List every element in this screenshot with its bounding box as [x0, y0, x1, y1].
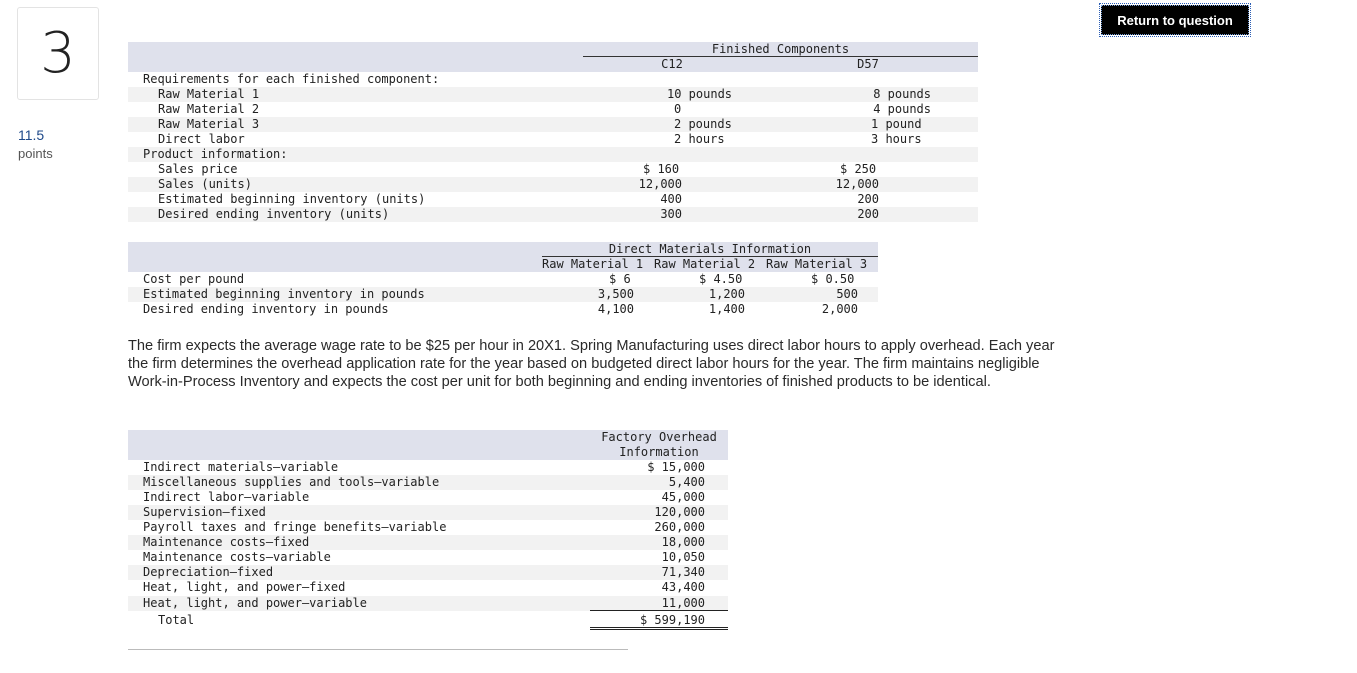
rm1-value: $ 6: [609, 272, 631, 286]
row-label: Sales price: [158, 162, 238, 176]
table-row: [128, 117, 978, 132]
direct-materials-table: [128, 242, 878, 322]
table-row: [128, 580, 728, 595]
table-row: [128, 505, 728, 520]
table-row: [128, 596, 728, 611]
c12-value: 2 pounds: [674, 117, 732, 131]
row-label: Raw Material 3: [158, 117, 260, 131]
overhead-header-line1: Factory Overhead: [601, 430, 717, 444]
column-d57: D57: [857, 57, 879, 71]
row-label: Raw Material 2: [158, 102, 260, 116]
rm3-value: 500: [836, 287, 858, 301]
table-row: [128, 550, 728, 565]
column-raw-material-2: Raw Material 2: [654, 257, 756, 271]
column-raw-material-1: Raw Material 1: [542, 257, 644, 271]
d57-value: $ 250: [840, 162, 877, 176]
table-row: [128, 565, 728, 580]
row-label: Direct labor: [158, 132, 245, 146]
row-label: Heat, light, and power—variable: [143, 596, 367, 610]
overhead-header-line2: Information: [619, 445, 699, 459]
d57-value: 8 pounds: [873, 87, 931, 101]
row-value: 45,000: [661, 490, 705, 504]
row-label: Desired ending inventory (units): [158, 207, 390, 221]
d57-value: 200: [857, 192, 879, 206]
rm3-value: $ 0.50: [811, 272, 855, 286]
column-raw-material-3: Raw Material 3: [766, 257, 868, 271]
total-label: Total: [158, 613, 195, 627]
table-row: [128, 520, 728, 535]
bottom-divider: [128, 649, 628, 650]
row-label: Maintenance costs—variable: [143, 550, 331, 564]
components-group-header: Finished Components: [711, 42, 850, 56]
row-label: Supervision—fixed: [143, 505, 266, 519]
row-value: 71,340: [661, 565, 705, 579]
c12-value: 400: [660, 192, 682, 206]
row-value: 260,000: [654, 520, 705, 534]
materials-group-header: Direct Materials Information: [608, 242, 812, 256]
row-label: Indirect labor—variable: [143, 490, 310, 504]
question-number-box: [17, 7, 99, 100]
row-label: Miscellaneous supplies and tools—variable: [143, 475, 440, 489]
d57-value: 3 hours: [871, 132, 922, 146]
problem-paragraph: The firm expects the average wage rate to be $25 per hour in 20X1. Spring Manufacturing uses direct labor hours to apply overhead. Each year the firm determines the overhead application rate for the year based on budgeted direct labor hours for the year. The firm maintains negligible Work-in-Process Inventory and expects the cost per unit for both beginning and ending inventories of finished products to be identical.: [128, 338, 1055, 390]
rm2-value: 1,200: [708, 287, 745, 301]
overhead-header: [128, 430, 728, 460]
table-row: [128, 162, 978, 177]
c12-value: 10 pounds: [667, 87, 733, 101]
d57-value: 1 pound: [871, 117, 922, 131]
materials-header: [128, 242, 878, 272]
row-value: 18,000: [661, 535, 705, 549]
points-label: points: [18, 146, 53, 161]
rm1-value: 4,100: [597, 302, 634, 316]
finished-components-table: [128, 42, 978, 222]
row-value: 10,050: [661, 550, 705, 564]
table-row: [128, 192, 978, 207]
question-number: 3: [40, 21, 76, 86]
components-header: [128, 42, 978, 72]
subtotal-rule: [590, 610, 728, 611]
table-row: [128, 272, 878, 287]
rm2-value: 1,400: [708, 302, 745, 316]
table-row: [128, 535, 728, 550]
row-label: Desired ending inventory in pounds: [143, 302, 389, 316]
table-row: [128, 207, 978, 222]
c12-value: 12,000: [638, 177, 682, 191]
factory-overhead-table: [128, 430, 728, 630]
table-row: [128, 102, 978, 117]
row-label: Depreciation—fixed: [143, 565, 274, 579]
rm1-value: 3,500: [597, 287, 634, 301]
row-value: $ 15,000: [647, 460, 705, 474]
d57-value: 12,000: [835, 177, 879, 191]
section-requirements: [128, 72, 978, 87]
section-label: Requirements for each finished component:: [143, 72, 440, 86]
points-value: 11.5: [18, 127, 45, 143]
column-c12: C12: [661, 57, 683, 71]
total-value: $ 599,190: [639, 613, 705, 627]
d57-value: 200: [857, 207, 879, 221]
d57-value: 4 pounds: [873, 102, 931, 116]
row-value: 5,400: [668, 475, 705, 489]
table-row: [128, 490, 728, 505]
row-label: Estimated beginning inventory in pounds: [143, 287, 425, 301]
table-row: [128, 87, 978, 102]
c12-value: $ 160: [643, 162, 680, 176]
row-value: 11,000: [661, 596, 705, 610]
total-double-rule: [590, 627, 728, 630]
table-row: [128, 302, 878, 317]
rm3-value: 2,000: [821, 302, 858, 316]
row-label: Maintenance costs—fixed: [143, 535, 310, 549]
table-row: [128, 475, 728, 490]
c12-value: 2 hours: [674, 132, 725, 146]
row-label: Estimated beginning inventory (units): [158, 192, 426, 206]
row-label: Indirect materials—variable: [143, 460, 339, 474]
row-label: Payroll taxes and fringe benefits—variable: [143, 520, 447, 534]
c12-value: 300: [660, 207, 682, 221]
section-label: Product information:: [143, 147, 288, 161]
table-row: [128, 460, 728, 475]
row-label: Heat, light, and power—fixed: [143, 580, 346, 594]
table-row: [128, 132, 978, 147]
table-row: [128, 287, 878, 302]
section-product-info: [128, 147, 978, 162]
row-label: Sales (units): [158, 177, 252, 191]
row-label: Raw Material 1: [158, 87, 260, 101]
total-row: [128, 613, 728, 628]
return-to-question-button[interactable]: Return to question: [1101, 5, 1249, 35]
rm2-value: $ 4.50: [699, 272, 743, 286]
row-value: 120,000: [654, 505, 705, 519]
c12-value: 0: [674, 102, 682, 116]
table-row: [128, 177, 978, 192]
row-label: Cost per pound: [143, 272, 245, 286]
row-value: 43,400: [661, 580, 705, 594]
